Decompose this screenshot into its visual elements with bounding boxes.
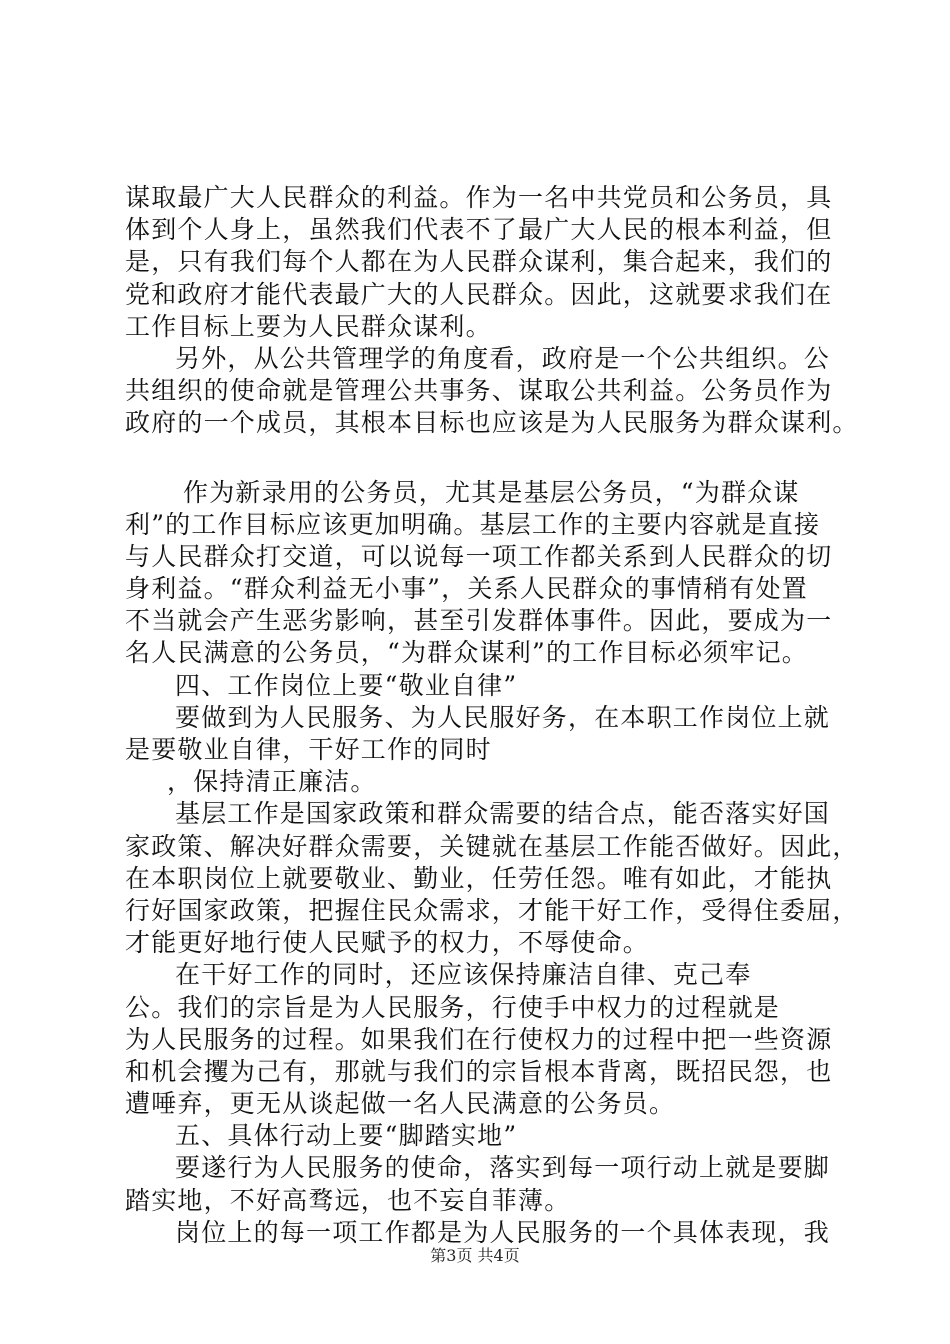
text-line: 体到个人身上，虽然我们代表不了最广大人民的根本利益，但 (125, 215, 833, 245)
text-line: 工作目标上要为人民群众谋利。 (125, 311, 492, 341)
text-line: 不当就会产生恶劣影响，甚至引发群体事件。因此，要成为一 (125, 606, 833, 636)
page-number-footer: 第3页 共4页 (430, 1246, 520, 1265)
text-line: 与人民群众打交道，可以说每一项工作都关系到人民群众的切 (125, 541, 833, 571)
text-line: 在本职岗位上就要敬业、勤业，任劳任怨。唯有如此，才能执 (125, 863, 833, 893)
text-line: 为人民服务的过程。如果我们在行使权力的过程中把一些资源 (125, 1024, 833, 1054)
text-line: 踏实地，不好高骛远，也不妄自菲薄。 (125, 1185, 571, 1215)
text-line: 才能更好地行使人民赋予的权力，不辱使命。 (125, 928, 650, 958)
text-line: 政府的一个成员，其根本目标也应该是为人民服务为群众谋利。 (125, 408, 859, 438)
section-heading: 五、具体行动上要“脚踏实地” (175, 1121, 518, 1151)
text-line: 党和政府才能代表最广大的人民群众。因此，这就要求我们在 (125, 279, 833, 309)
text-line: 遭唾弃，更无从谈起做一名人民满意的公务员。 (125, 1089, 676, 1119)
text-line: 另外，从公共管理学的角度看，政府是一个公共组织。公 (175, 343, 831, 373)
text-line: 是，只有我们每个人都在为人民群众谋利，集合起来，我们的 (125, 247, 833, 277)
text-line: 基层工作是国家政策和群众需要的结合点，能否落实好国 (175, 799, 831, 829)
text-line: ，保持清正廉洁。 (167, 767, 377, 797)
section-heading: 四、工作岗位上要“敬业自律” (175, 670, 518, 700)
text-line: 要遂行为人民服务的使命，落实到每一项行动上就是要脚 (175, 1153, 831, 1183)
text-line: 行好国家政策，把握住民众需求，才能干好工作，受得住委屈， (125, 895, 859, 925)
text-line: 身利益。“群众利益无小事”，关系人民群众的事情稍有处置 (125, 574, 808, 604)
paragraph-gap (125, 440, 840, 477)
text-line: 谋取最广大人民群众的利益。作为一名中共党员和公务员，具 (125, 183, 833, 212)
text-line: 家政策、解决好群众需要，关键就在基层工作能否做好。因此， (125, 831, 859, 861)
text-line: 是要敬业自律，干好工作的同时 (125, 735, 492, 764)
text-line: 共组织的使命就是管理公共事务、谋取公共利益。公务员作为 (125, 376, 833, 406)
text-line: 和机会攫为己有，那就与我们的宗旨根本背离，既招民怨，也 (125, 1056, 833, 1086)
text-line: 岗位上的每一项工作都是为人民服务的一个具体表现，我 (175, 1217, 831, 1247)
text-line: 名人民满意的公务员，“为群众谋利”的工作目标必须牢记。 (125, 638, 808, 668)
body-text (125, 182, 859, 1249)
text-line: 要做到为人民服务、为人民服好务，在本职工作岗位上就 (175, 702, 831, 732)
text-line: 在干好工作的同时，还应该保持廉洁自律、克己奉 (175, 960, 752, 990)
text-line: 作为新录用的公务员，尤其是基层公务员，“为群众谋 (183, 477, 800, 507)
text-line: 公。我们的宗旨是为人民服务，行使手中权力的过程就是 (125, 992, 781, 1022)
text-line: 利”的工作目标应该更加明确。基层工作的主要内容就是直接 (125, 509, 821, 539)
